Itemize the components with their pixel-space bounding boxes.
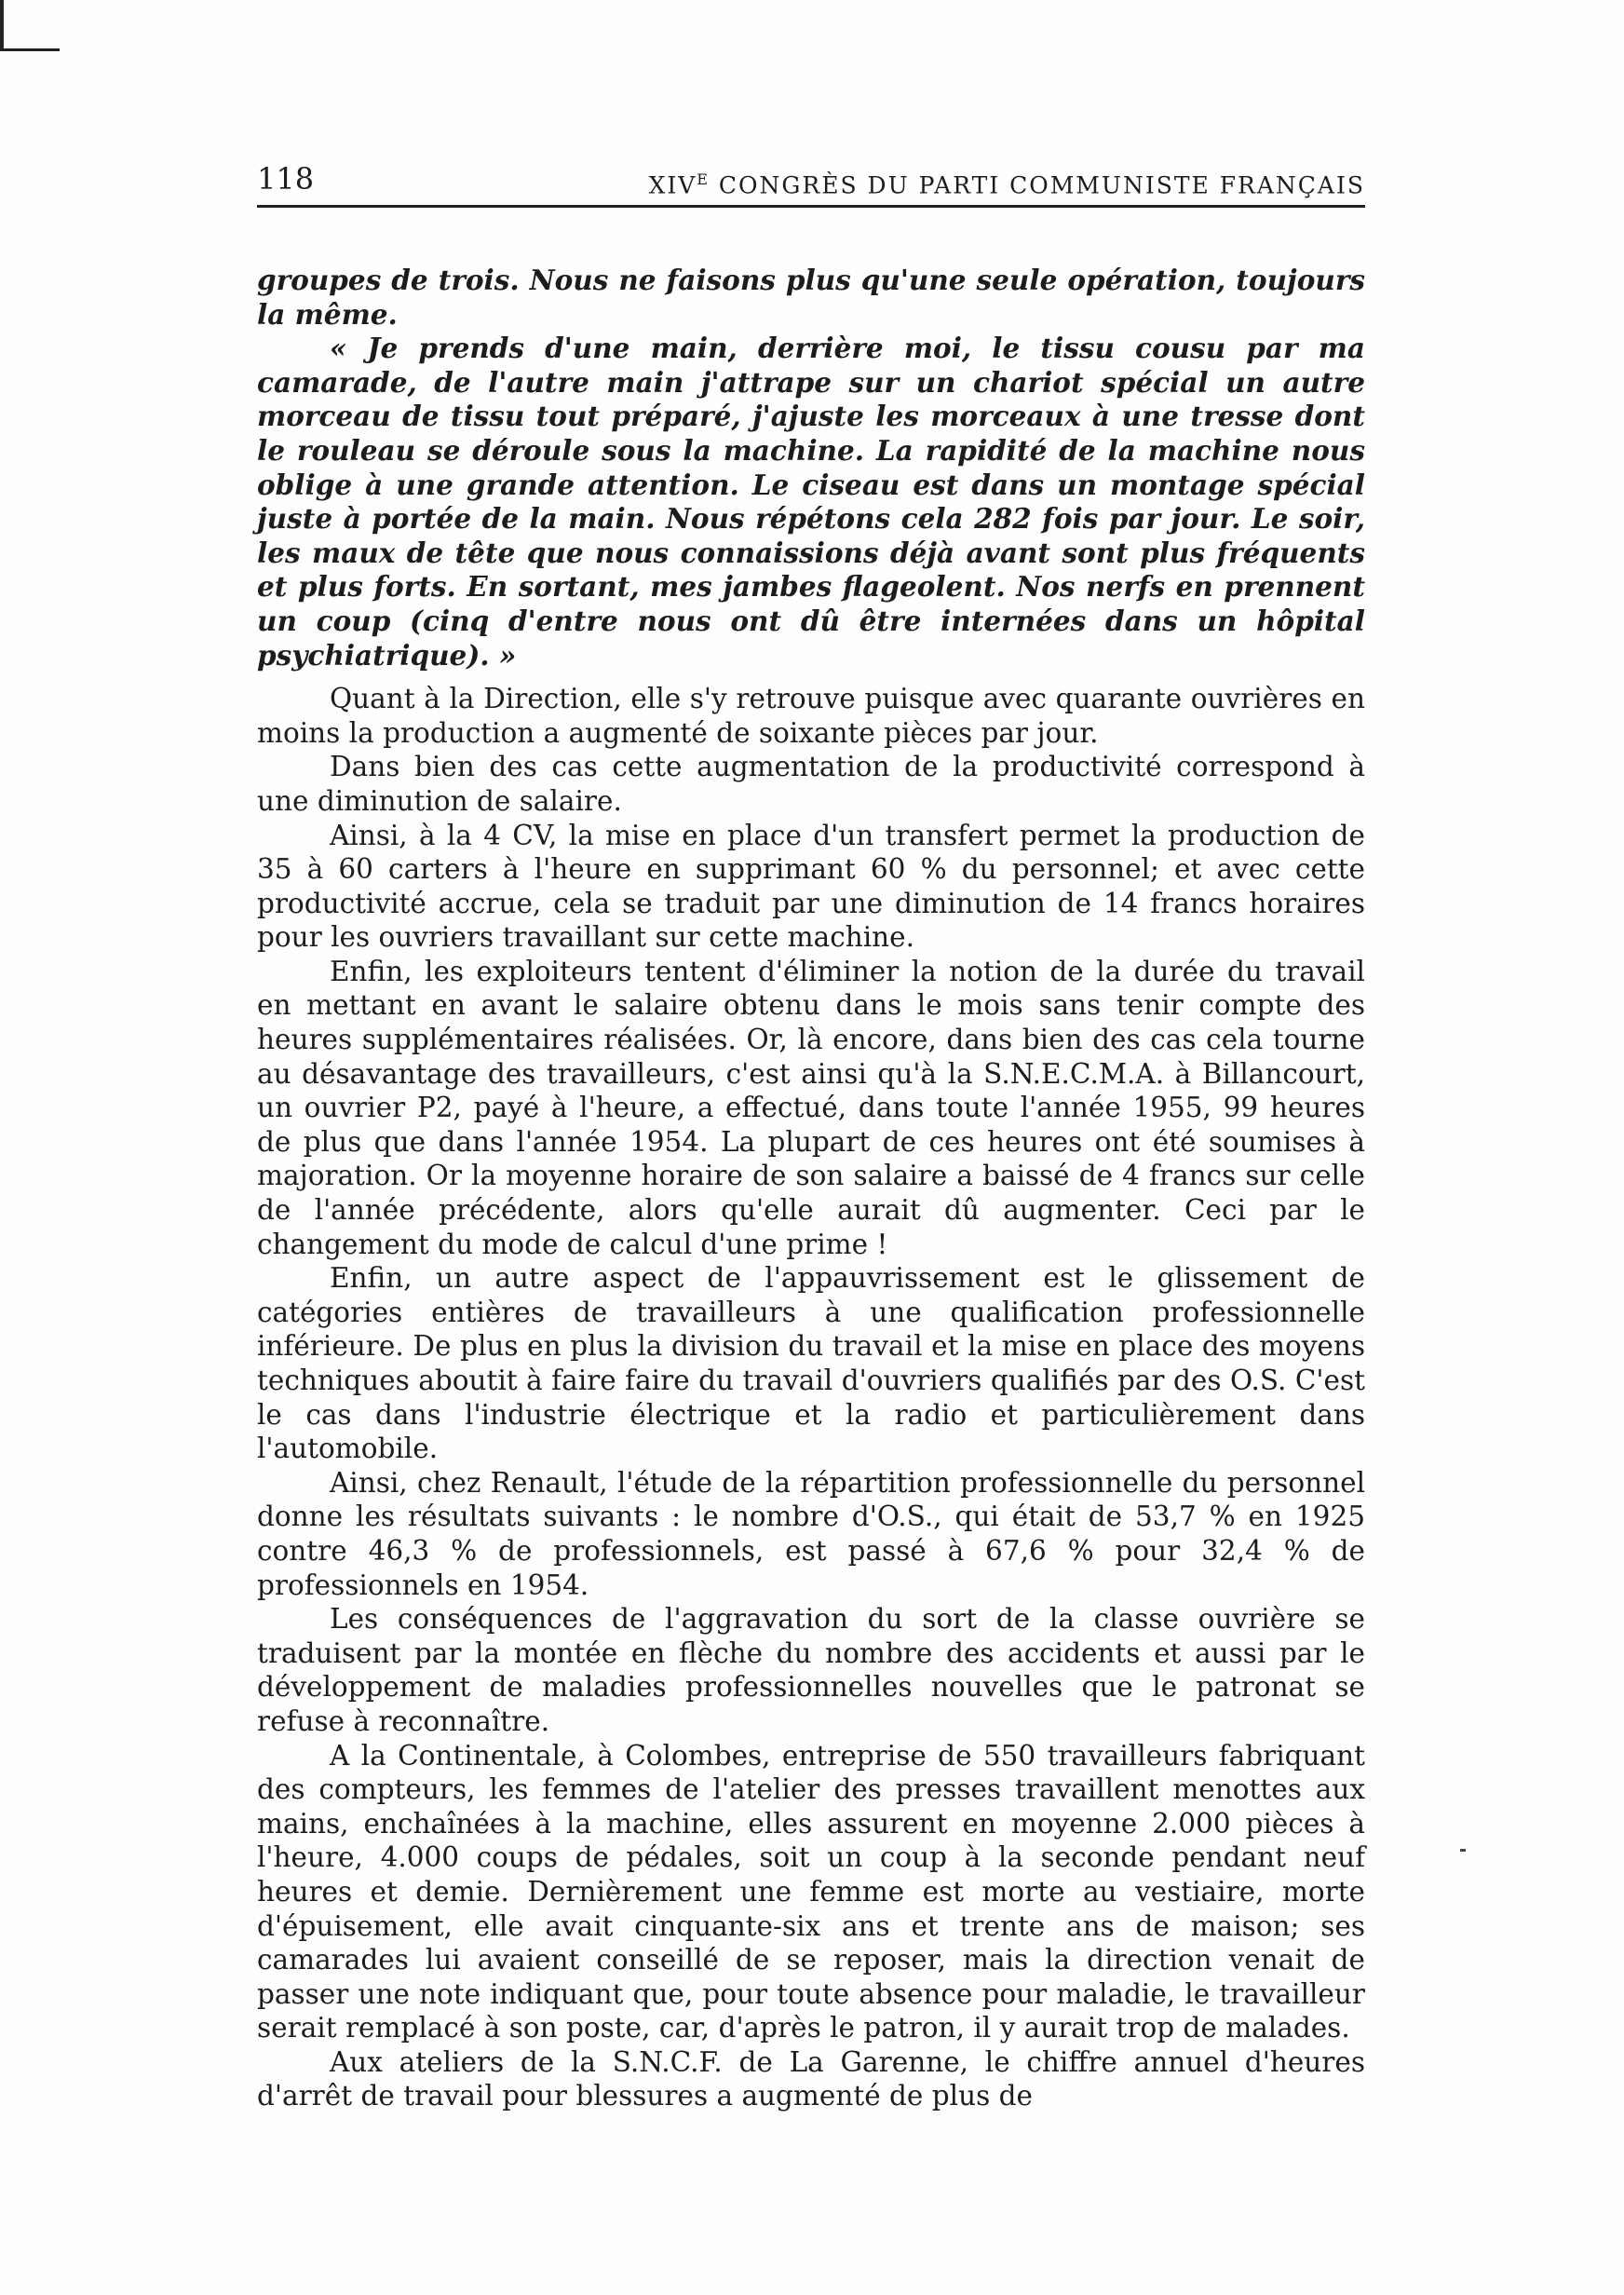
paragraph: A la Continentale, à Colombes, entreprise de 550 travailleurs fabriquant des compteurs, les femmes de l'atelier des presses travaillent menottes aux mains, enchaînées à la machine, elles assurent en moyenne 2.000 pièces à l'heure, 4.000 coups de pédales, soit un coup à la seconde pendant neuf heures et demie. Dernièrement une femme est morte au vestiaire, morte d'épuisement, elle avait cinquante-six ans et trente ans de maison; ses camarades lui avaient conseillé de se reposer, mais la direction venait de passer une note indiquant que, pour toute absence pour maladie, le travailleur serait remplacé à son poste, car, d'après le patron, il y aurait trop de malades.: [257, 1739, 1365, 2044]
running-title-prefix: XIV: [648, 171, 697, 199]
paragraph: Quant à la Direction, elle s'y retrouve puisque avec quarante ouvrières en moins la production a augmenté de soixante pièces par jour.: [257, 683, 1365, 749]
paragraph: Enfin, les exploiteurs tentent d'éliminer la notion de la durée du travail en mettant en avant le salaire obtenu dans le mois sans tenir compte des heures supplémentaires réalisées. Or, là encore, dans bien des cas cela tourne au désavantage des travailleurs, c'est ainsi qu'à la S.N.E.C.M.A. à Billancourt, un ouvrier P2, payé à l'heure, a effectué, dans toute l'année 1955, 99 heures de plus que dans l'année 1954. La plupart de ces heures ont été soumises à majoration. Or la moyenne horaire de son salaire a baissé de 4 francs sur celle de l'année précédente, alors qu'elle aurait dû augmenter. Ceci par le changement du mode de calcul d'une prime !: [257, 955, 1365, 1260]
quote-continuation: groupes de trois. Nous ne faisons plus qu'une seule opération, toujours la même.: [257, 264, 1365, 331]
page-body: [257, 264, 1365, 2113]
scan-corner-mark: [0, 0, 60, 51]
paragraph: Enfin, un autre aspect de l'appauvrissement est le glissement de catégories entières de travailleurs à une qualification professionnelle inférieure. De plus en plus la division du travail et la mise en place des moyens techniques aboutit à faire faire du travail d'ouvriers qualifiés par des O.S. C'est le cas dans l'industrie électrique et la radio et particulièrement dans l'automobile.: [257, 1262, 1365, 1465]
running-title-superscript: E: [697, 170, 710, 188]
page-number: 118: [257, 161, 315, 197]
paragraph: Dans bien des cas cette augmentation de la productivité correspond à une diminution de salaire.: [257, 751, 1365, 817]
paragraph: Aux ateliers de la S.N.C.F. de La Garenne, le chiffre annuel d'heures d'arrêt de travail pour blessures a augmenté de plus de: [257, 2045, 1365, 2112]
paragraph: Ainsi, chez Renault, l'étude de la répartition professionnelle du personnel donne les résultats suivants : le nombre d'O.S., qui était de 53,7 % en 1925 contre 46,3 % de professionnels, est passé à 67,6 % pour 32,4 % de professionnels en 1954.: [257, 1466, 1365, 1601]
running-title: [649, 164, 1365, 201]
paragraph: Les conséquences de l'aggravation du sort de la classe ouvrière se traduisent par la montée en flèche du nombre des accidents et aussi par le développement de maladies professionnelles nouvelles que le patronat se refuse à reconnaître.: [257, 1603, 1365, 1737]
quote-paragraph: « Je prends d'une main, derrière moi, le tissu cousu par ma camarade, de l'autre main j'attrape sur un chariot spécial un autre morceau de tissu tout préparé, j'ajuste les morceaux à une tresse dont le rouleau se déroule sous la machine. La rapidité de la machine nous oblige à une grande attention. Le ciseau est dans un montage spécial juste à portée de la main. Nous répétons cela 282 fois par jour. Le soir, les maux de tête que nous connaissions déjà avant sont plus fréquents et plus forts. En sortant, mes jambes flageolent. Nos nerfs en prennent un coup (cinq d'entre nous ont dû être internées dans un hôpital psychiatrique). »: [257, 332, 1365, 672]
scan-speck: [1460, 1849, 1466, 1852]
running-header: [257, 160, 1365, 208]
paragraph: Ainsi, à la 4 CV, la mise en place d'un transfert permet la production de 35 à 60 carters à l'heure en supprimant 60 % du personnel; et avec cette productivité accrue, cela se traduit par une diminution de 14 francs horaires pour les ouvriers travaillant sur cette machine.: [257, 819, 1365, 954]
running-title-rest: CONGRÈS DU PARTI COMMUNISTE FRANÇAIS: [709, 171, 1365, 199]
